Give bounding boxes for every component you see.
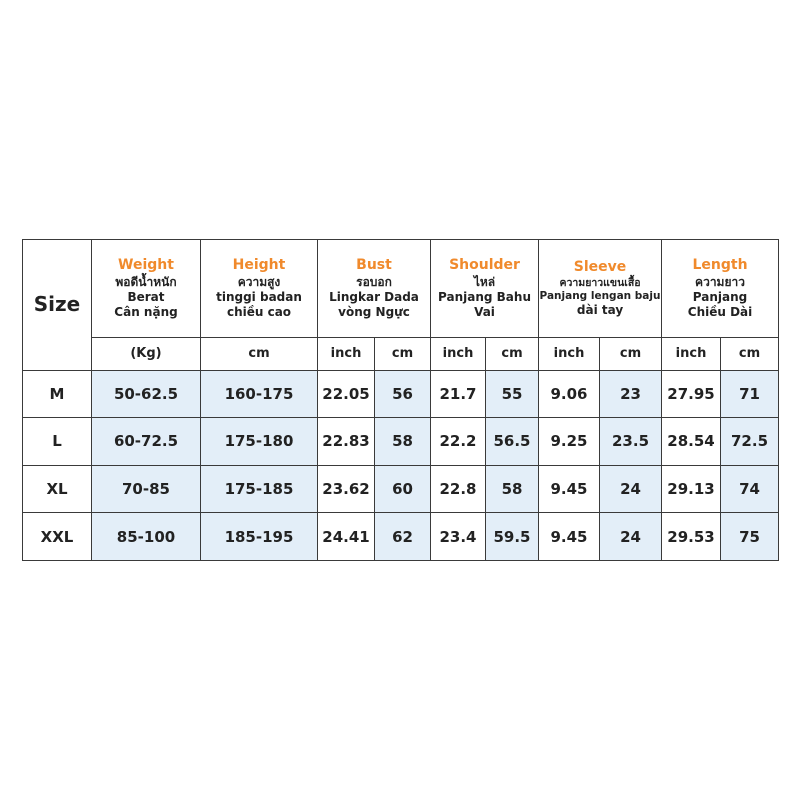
length-unit-inch: inch <box>662 338 721 370</box>
bust-inch-cell: 22.83 <box>318 418 375 466</box>
weight-header-cell <box>92 240 201 338</box>
bust-inch-cell: 24.41 <box>318 513 375 561</box>
shoulder-line-id: Panjang Bahu <box>438 290 531 305</box>
shoulder-inch-cell: 21.7 <box>431 370 486 418</box>
sleeve-title: Sleeve <box>573 258 627 275</box>
sleeve-line-th: ความยาวแขนเสื้อ <box>559 277 641 290</box>
size-header-cell: Size <box>23 240 92 371</box>
height-line-th: ความสูง <box>237 275 281 290</box>
shoulder-inch-cell: 22.2 <box>431 418 486 466</box>
size-cell: XL <box>23 465 92 513</box>
table-row <box>23 370 779 418</box>
length-inch-cell: 27.95 <box>662 370 721 418</box>
table-row <box>23 465 779 513</box>
bust-cm-cell: 56 <box>375 370 431 418</box>
shoulder-unit-inch: inch <box>431 338 486 370</box>
shoulder-header-cell <box>431 240 539 338</box>
table-row <box>23 513 779 561</box>
shoulder-cm-cell: 58 <box>486 465 539 513</box>
shoulder-unit-cm: cm <box>486 338 539 370</box>
length-line-th: ความยาว <box>695 275 745 290</box>
height-header-cell <box>201 240 318 338</box>
sleeve-line-id: Panjang lengan baju <box>539 290 661 303</box>
length-inch-cell: 29.53 <box>662 513 721 561</box>
shoulder-line-th: ไหล่ <box>473 275 496 290</box>
sleeve-inch-cell: 9.25 <box>539 418 600 466</box>
weight-line-th: พอดีน้ำหนัก <box>115 275 177 290</box>
size-cell: M <box>23 370 92 418</box>
bust-line-th: รอบอก <box>356 275 392 290</box>
sleeve-unit-inch: inch <box>539 338 600 370</box>
sleeve-header-cell <box>539 240 662 338</box>
shoulder-inch-cell: 22.8 <box>431 465 486 513</box>
length-header-cell <box>662 240 779 338</box>
height-title: Height <box>232 256 286 273</box>
sleeve-inch-cell: 9.45 <box>539 465 600 513</box>
bust-cm-cell: 62 <box>375 513 431 561</box>
table-row <box>23 418 779 466</box>
bust-title: Bust <box>356 256 392 273</box>
shoulder-cm-cell: 55 <box>486 370 539 418</box>
length-cm-cell: 72.5 <box>721 418 779 466</box>
size-cell: L <box>23 418 92 466</box>
shoulder-line-vi: Vai <box>474 305 495 320</box>
sleeve-cm-cell: 23.5 <box>600 418 662 466</box>
header-row <box>23 240 779 338</box>
sleeve-line-vi: dài tay <box>576 303 624 318</box>
weight-line-id: Berat <box>127 290 165 305</box>
weight-title: Weight <box>118 256 174 273</box>
shoulder-cm-cell: 59.5 <box>486 513 539 561</box>
bust-line-id: Lingkar Dada <box>329 290 419 305</box>
bust-inch-cell: 22.05 <box>318 370 375 418</box>
height-line-id: tinggi badan <box>216 290 302 305</box>
weight-cell: 70-85 <box>92 465 201 513</box>
bust-cm-cell: 58 <box>375 418 431 466</box>
height-cell: 175-180 <box>201 418 318 466</box>
bust-unit-cm: cm <box>375 338 431 370</box>
length-line-id: Panjang <box>692 290 748 305</box>
length-unit-cm: cm <box>721 338 779 370</box>
length-cm-cell: 74 <box>721 465 779 513</box>
height-unit: cm <box>201 338 318 370</box>
length-inch-cell: 28.54 <box>662 418 721 466</box>
height-cell: 175-185 <box>201 465 318 513</box>
bust-unit-inch: inch <box>318 338 375 370</box>
bust-header-cell <box>318 240 431 338</box>
height-cell: 160-175 <box>201 370 318 418</box>
sleeve-cm-cell: 24 <box>600 513 662 561</box>
shoulder-inch-cell: 23.4 <box>431 513 486 561</box>
bust-line-vi: vòng Ngực <box>338 305 410 320</box>
weight-line-vi: Cân nặng <box>114 305 178 320</box>
sleeve-unit-cm: cm <box>600 338 662 370</box>
shoulder-title: Shoulder <box>449 256 520 273</box>
length-line-vi: Chiều Dài <box>687 305 753 320</box>
length-cm-cell: 75 <box>721 513 779 561</box>
weight-cell: 60-72.5 <box>92 418 201 466</box>
length-title: Length <box>692 256 748 273</box>
size-cell: XXL <box>23 513 92 561</box>
sleeve-cm-cell: 23 <box>600 370 662 418</box>
weight-unit: (Kg) <box>92 338 201 370</box>
sleeve-inch-cell: 9.06 <box>539 370 600 418</box>
height-cell: 185-195 <box>201 513 318 561</box>
sleeve-inch-cell: 9.45 <box>539 513 600 561</box>
height-line-vi: chiều cao <box>226 305 292 320</box>
sleeve-cm-cell: 24 <box>600 465 662 513</box>
weight-cell: 50-62.5 <box>92 370 201 418</box>
bust-inch-cell: 23.62 <box>318 465 375 513</box>
length-inch-cell: 29.13 <box>662 465 721 513</box>
weight-cell: 85-100 <box>92 513 201 561</box>
size-chart-table <box>22 239 779 561</box>
bust-cm-cell: 60 <box>375 465 431 513</box>
length-cm-cell: 71 <box>721 370 779 418</box>
shoulder-cm-cell: 56.5 <box>486 418 539 466</box>
unit-row <box>23 338 779 370</box>
